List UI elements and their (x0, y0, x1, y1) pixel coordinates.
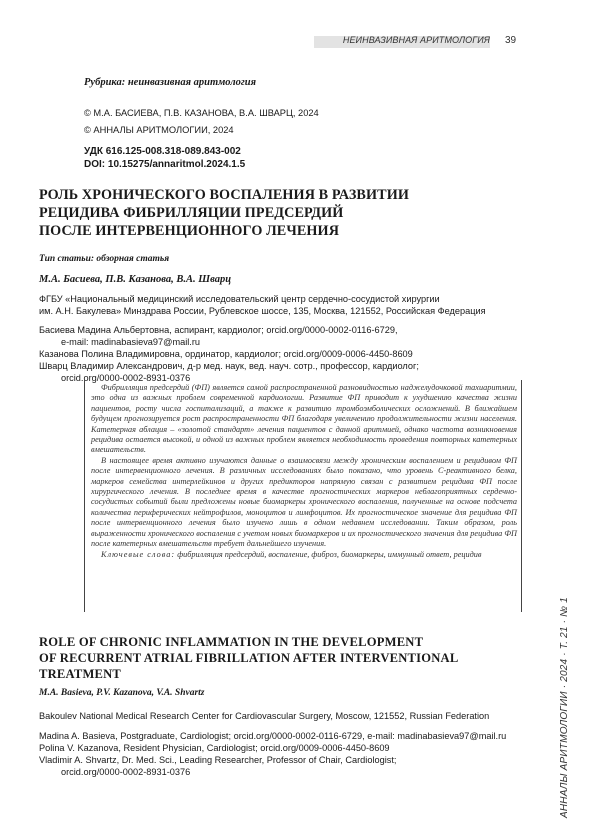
abstract-paragraph: Фибрилляция предсердий (ФП) является самой распространенной разновидностью наджелудочковой тахиаритмии, это одна из важных проблем современной кардиологии. Развитие ФП приводит к ухудшению качества жизни пациентов, росту числа госпитализаций, а также к развитию тромбоэмболических осложнений. В ближайшем будущем прогнозируется рост распространенности ФП благодаря увеличению продолжительности жизни населения. Катетерная аблация – «золотой стандарт» лечения пациентов с данной аритмией, однако частота возникновения рецидива остается высокой, и одной из важных проблем является необходимость проведения повторных катетерных вмешательств. (91, 383, 517, 455)
author-info-line: Шварц Владимир Александрович, д-р мед. наук, вед. науч. сотр., профессор, кардиолог; (39, 361, 419, 371)
copyright-journal: © АННАЛЫ АРИТМОЛОГИИ, 2024 (84, 125, 234, 135)
affiliation-en: Bakoulev National Medical Research Center for Cardiovascular Surgery, Moscow, 121552, Russian Federation (39, 711, 490, 721)
copyright-authors: © М.А. БАСИЕВА, П.В. КАЗАНОВА, В.А. ШВАРЦ, 2024 (84, 108, 319, 118)
article-title-en (39, 634, 539, 682)
author-info-ru (39, 324, 559, 384)
side-journal-text: АННАЛЫ АРИТМОЛОГИИ · 2024 · Т. 21 · № 1 (559, 597, 570, 818)
keywords (91, 550, 517, 560)
affiliation-ru-line: ФГБУ «Национальный медицинский исследовательский центр сердечно-сосудистой хирургии (39, 294, 440, 304)
title-en-line: TREATMENT (39, 667, 122, 681)
author-info-line: Казанова Полина Владимировна, ординатор, кардиолог; orcid.org/0009-0006-4450-8609 (39, 349, 413, 359)
udk: УДК 616.125-008.318-089.843-002 (84, 146, 241, 157)
page-number: 39 (505, 35, 517, 46)
doi[interactable]: DOI: 10.15275/annaritmol.2024.1.5 (84, 159, 246, 170)
affiliation-ru-line: им. А.Н. Бакулева» Минздрава России, Рублевское шоссе, 135, Москва, 121552, Российская Федерация (39, 306, 486, 316)
affiliation-ru (39, 293, 559, 317)
rubric: Рубрика: неинвазивная аритмология (84, 77, 257, 88)
author-orcid[interactable]: orcid.org/0000-0002-8931-0376 (61, 767, 191, 777)
abstract-text (85, 380, 521, 560)
running-title: НЕИНВАЗИВНАЯ АРИТМОЛОГИЯ (342, 35, 490, 45)
title-en-line: OF RECURRENT ATRIAL FIBRILLATION AFTER INTERVENTIONAL (39, 651, 459, 665)
authors-ru: М.А. Басиева, П.В. Казанова, В.А. Шварц (39, 274, 232, 285)
title-en-line: ROLE OF CHRONIC INFLAMMATION IN THE DEVELOPMENT (39, 635, 424, 649)
author-info-en (39, 730, 559, 778)
abstract-paragraph: В настоящее время активно изучаются данные о взаимосвязи между хроническим воспалением и рецидивом ФП после интервенционного лечения. В различных исследованиях было показано, что уровень С-реактивного белка, маркеров семейства интерлейкинов и других предикторов напрямую связан с развитием рецидива ФП после хирургического лечения. В последнее время в качестве прогностических маркеров неблагоприятных сердечно-сосудистых событий были предложены новые биомаркеры хронического воспаления, полученные на основе подсчета количества периферических нейтрофилов, моноцитов и лимфоцитов. Их прогностическое значение для рецидива ФП после интервенционного лечения было изучено лишь в одном недавнем исследовании. Таким образом, роль выраженности хронического воспаления с учетом новых биомаркеров и их прогностического значения для рецидива ФП после катетерных вмешательств требует дальнейшего изучения. (91, 455, 517, 549)
author-info-line: Басиева Мадина Альбертовна, аспирант, кардиолог; orcid.org/0000-0002-0116-6729, (39, 325, 398, 335)
page-header (0, 0, 600, 46)
title-ru-line: РЕЦИДИВА ФИБРИЛЛЯЦИИ ПРЕДСЕРДИЙ (39, 205, 344, 221)
author-info-line: Vladimir A. Shvartz, Dr. Med. Sci., Leading Researcher, Professor of Chair, Cardiologist; (39, 755, 397, 765)
author-info-line: Madina A. Basieva, Postgraduate, Cardiologist; orcid.org/0000-0002-0116-6729, e-mail: madinabasieva97@mail.ru (39, 731, 507, 741)
article-title-ru (39, 186, 539, 240)
keywords-label: Ключевые слова: (101, 549, 176, 559)
abstract-box (84, 380, 522, 612)
title-ru-line: РОЛЬ ХРОНИЧЕСКОГО ВОСПАЛЕНИЯ В РАЗВИТИИ (39, 187, 409, 203)
keywords-list: фибрилляция предсердий, воспаление, фиброз, биомаркеры, иммунный ответ, рецидив (177, 549, 482, 559)
author-orcid[interactable]: orcid.org/0000-0002-8931-0376 (61, 373, 191, 383)
side-journal-label (559, 578, 579, 818)
author-info-line: Polina V. Kazanova, Resident Physician, Cardiologist; orcid.org/0009-0006-4450-8609 (39, 743, 390, 753)
author-email[interactable]: e-mail: madinabasieva97@mail.ru (61, 337, 201, 347)
authors-en: M.A. Basieva, P.V. Kazanova, V.A. Shvartz (39, 688, 205, 698)
article-type: Тип статьи: обзорная статья (39, 254, 170, 264)
udk-doi-block (84, 145, 245, 171)
title-ru-line: ПОСЛЕ ИНТЕРВЕНЦИОННОГО ЛЕЧЕНИЯ (39, 223, 340, 239)
